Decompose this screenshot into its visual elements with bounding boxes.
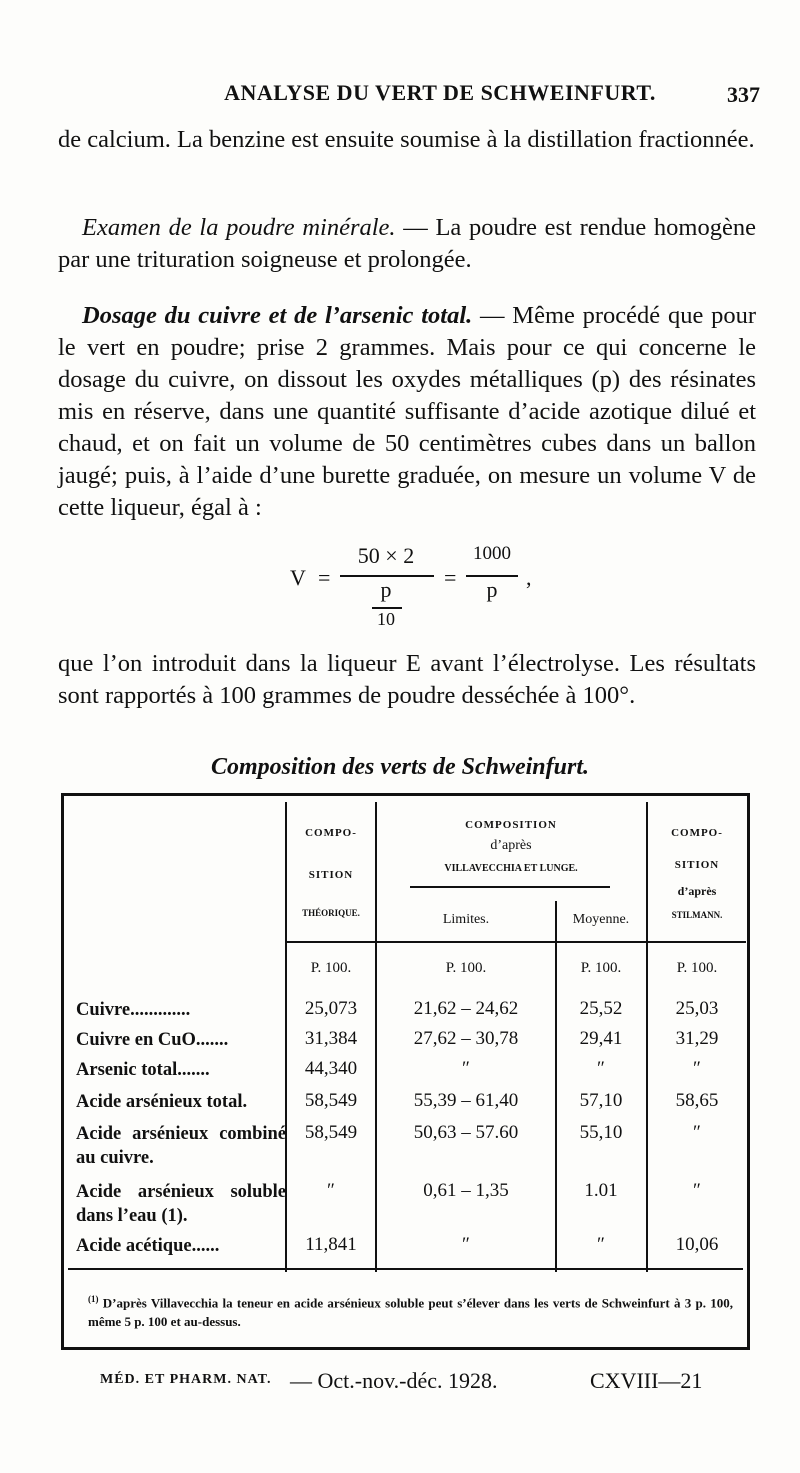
footnote-rule — [68, 1268, 743, 1270]
header-limites: Limites. — [442, 912, 490, 927]
paragraph-3-heading: Dosage du cuivre et de l’arsenic total. — [82, 302, 473, 329]
footer-volume: CXVIII—21 — [590, 1368, 703, 1393]
column-divider-3 — [646, 802, 648, 1272]
footnote-mark: (1) — [88, 1294, 99, 1304]
page-footer — [100, 1368, 720, 1398]
header-theo-3: THÉORIQUE. — [302, 908, 360, 918]
formula-denominator-2: p — [486, 577, 498, 602]
cell-still: 10,06 — [675, 1234, 719, 1255]
composition-table — [61, 793, 750, 1350]
header-still-3: d’après — [677, 884, 717, 898]
unit-moyenne: P. 100. — [580, 960, 622, 976]
paragraph-3 — [58, 300, 756, 524]
cell-still: 31,29 — [675, 1028, 719, 1049]
volume-formula — [290, 543, 550, 633]
header-still-1: COMPO- — [671, 827, 723, 839]
cell-limites: ″ — [462, 1058, 470, 1079]
cell-moyenne: 25,52 — [579, 998, 623, 1019]
footnote-text: D’après Villavecchia la teneur en acide arsénieux soluble peut s’élever dans les verts de Schweinfurt à 3 p. 100, même 5 p. 100 et au-dessus. — [88, 1295, 733, 1330]
cell-still: ″ — [693, 1122, 701, 1143]
header-rule — [285, 941, 746, 943]
cell-theo: 25,073 — [304, 998, 358, 1019]
paragraph-3-text: — Même procédé que pour le vert en poudre; prise 2 grammes. Mais pour ce qui concerne le dosage du cuivre, on dissout les oxydes métalliques (p) des résinates mis en réserve, dans une quantité suffisante d’acide azotique dilué et chaud, et on fait un volume de 50 centimètres cubes dans un ballon jaugé; puis, à l’aide d’une burette graduée, on mesure un volume V de cette liqueur, égal à : — [58, 302, 756, 521]
cell-moyenne: 57,10 — [579, 1090, 623, 1111]
row-label-cuivre: Cuivre............. — [76, 1000, 191, 1020]
row-label-acide-arsenieux-soluble: Acide arsénieux soluble dans l’eau (1). — [76, 1182, 286, 1226]
formula-equals-2: = — [444, 565, 457, 590]
cell-theo: 11,841 — [305, 1234, 357, 1255]
cell-limites: 55,39 – 61,40 — [413, 1090, 519, 1111]
cell-limites: ″ — [462, 1234, 470, 1255]
cell-limites: 0,61 – 1,35 — [423, 1180, 509, 1201]
running-head — [60, 80, 760, 112]
row-label-acide-arsenieux-combine: Acide arsénieux combiné au cuivre. — [76, 1124, 286, 1168]
footer-journal: MÉD. ET PHARM. NAT. — [100, 1372, 272, 1387]
formula-numerator-2: 1000 — [473, 543, 511, 564]
footer-issue: — Oct.-nov.-déc. 1928. — [290, 1368, 498, 1393]
paragraph-2-heading: Examen de la poudre minérale. — [82, 214, 396, 241]
cell-moyenne: ″ — [597, 1234, 605, 1255]
header-still-2: SITION — [674, 859, 720, 871]
table-footnote — [88, 1290, 733, 1331]
formula-denominator-1: p — [380, 577, 392, 602]
cell-still: ″ — [693, 1180, 701, 1201]
formula-lhs: V — [290, 565, 306, 590]
cell-theo: 58,549 — [304, 1090, 358, 1111]
cell-limites: 27,62 – 30,78 — [413, 1028, 519, 1049]
header-moyenne: Moyenne. — [572, 912, 630, 927]
paragraph-2 — [58, 212, 756, 276]
cell-limites: 50,63 – 57.60 — [413, 1122, 519, 1143]
unit-theo: P. 100. — [310, 960, 352, 976]
cell-moyenne: 1.01 — [584, 1180, 618, 1201]
cell-still: 25,03 — [675, 998, 719, 1019]
header-still-4: STILMANN. — [671, 910, 723, 920]
formula-comma: , — [526, 565, 532, 590]
formula-denominator-1b: 10 — [377, 609, 395, 629]
paragraph-1: de calcium. La benzine est ensuite soumise à la distillation fractionnée. — [58, 126, 755, 153]
paragraph-2-text: — La poudre est rendue homogène par une trituration soigneuse et prolongée. — [58, 214, 756, 273]
unit-still: P. 100. — [676, 960, 718, 976]
cell-theo: ″ — [327, 1180, 335, 1201]
header-theo-1: COMPO- — [305, 827, 357, 839]
row-label-acide-acetique: Acide acétique...... — [76, 1236, 220, 1256]
formula-numerator-1: 50 × 2 — [357, 543, 415, 568]
formula-equals-1: = — [318, 565, 331, 590]
cell-limites: 21,62 – 24,62 — [413, 998, 519, 1019]
cell-moyenne: ″ — [597, 1058, 605, 1079]
villavecchia-rule — [410, 886, 610, 888]
column-divider-2 — [375, 802, 377, 1272]
column-divider-4 — [555, 901, 557, 1272]
cell-still: 58,65 — [675, 1090, 719, 1111]
cell-theo: 31,384 — [304, 1028, 358, 1049]
cell-theo: 58,549 — [304, 1122, 358, 1143]
header-villa-2: d’après — [490, 838, 532, 853]
header-villa-3: VILLAVECCHIA ET LUNGE. — [444, 863, 578, 874]
cell-theo: 44,340 — [304, 1058, 358, 1079]
running-head-title: ANALYSE DU VERT DE SCHWEINFURT. — [224, 80, 656, 105]
row-label-cuivre-cuo: Cuivre en CuO....... — [76, 1030, 229, 1050]
header-villa-1: COMPOSITION — [465, 819, 557, 831]
cell-still: ″ — [693, 1058, 701, 1079]
table-title: Composition des verts de Schweinfurt. — [210, 754, 590, 780]
unit-limites: P. 100. — [445, 960, 487, 976]
cell-moyenne: 55,10 — [579, 1122, 623, 1143]
page-number: 337 — [727, 82, 760, 107]
cell-moyenne: 29,41 — [579, 1028, 623, 1049]
row-label-arsenic-total: Arsenic total....... — [76, 1060, 210, 1080]
paragraph-4: que l’on introduit dans la liqueur E avant l’électrolyse. Les résultats sont rapportés à 100 grammes de poudre desséchée à 100°. — [58, 650, 756, 709]
row-label-acide-arsenieux-total: Acide arsénieux total. — [76, 1092, 248, 1112]
header-theo-2: SITION — [308, 869, 354, 881]
